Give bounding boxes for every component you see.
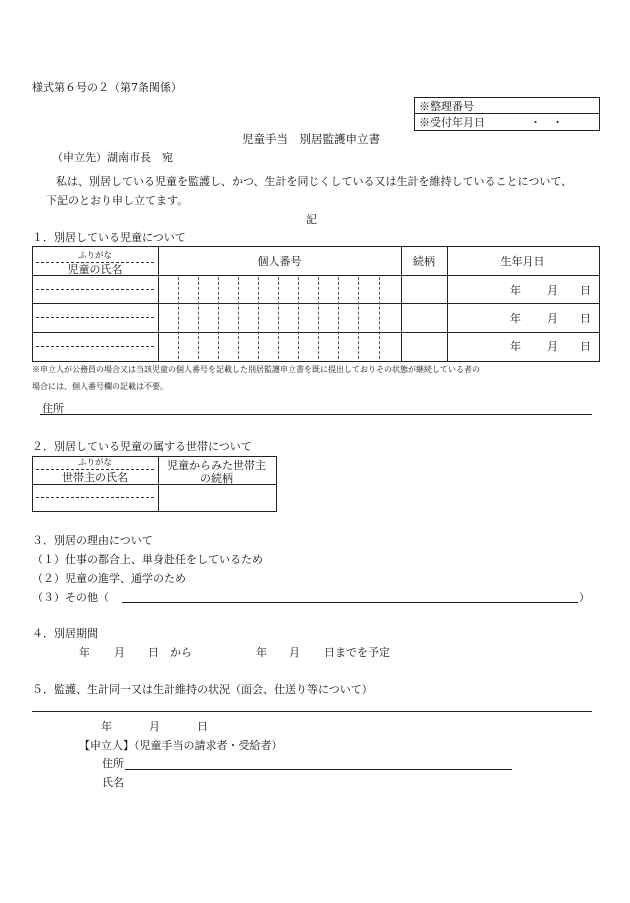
kojin-bango-header: 個人番号 xyxy=(257,255,302,268)
birth-day: 日 xyxy=(580,312,591,325)
digit-divider xyxy=(358,277,359,359)
birth-month: 月 xyxy=(547,312,558,325)
note-line-2: 場合には、個人番号欄の記載は不要。 xyxy=(32,382,168,391)
householder-name-header: 世帯主の氏名 xyxy=(62,471,128,484)
digit-divider xyxy=(278,277,279,359)
section1-heading: １．別居している児童について xyxy=(32,231,186,244)
digit-divider xyxy=(338,277,339,359)
birth-year: 年 xyxy=(510,284,521,297)
section2-heading: ２．別居している児童の属する世帯について xyxy=(32,440,252,453)
period-start-year: 年 xyxy=(79,646,90,659)
birth-month: 月 xyxy=(547,340,558,353)
digit-divider xyxy=(379,277,380,359)
applicant-label: 【申立人】（児童手当の請求者・受給者） xyxy=(79,739,283,752)
digit-divider xyxy=(198,277,199,359)
reason-1: （１）仕事の都合上、単身赴任をしているため xyxy=(32,553,263,566)
period-end-year: 年 xyxy=(256,646,267,659)
digit-divider xyxy=(258,277,259,359)
seiri-bango-label: ※整理番号 xyxy=(419,100,474,113)
section5-heading: ５．監護、生計同一又は生計維持の状況（面会、仕送り等について） xyxy=(32,683,373,696)
household-furigana-header: ふりがな xyxy=(77,458,112,468)
birthdate-header: 生年月日 xyxy=(500,255,545,268)
child-address-label: 住所 xyxy=(42,402,64,415)
household-furigana-rule xyxy=(36,497,154,498)
addressee: （申立先）湖南市長 宛 xyxy=(52,151,173,164)
birth-year: 年 xyxy=(510,340,521,353)
row-furigana-rule xyxy=(36,346,154,347)
period-end-month: 月 xyxy=(289,646,300,659)
form-number: 様式第６号の２（第7条関係） xyxy=(32,81,182,94)
children-furigana-header: ふりがな xyxy=(77,251,112,261)
sign-year: 年 xyxy=(101,720,112,733)
applicant-address-label: 住所 xyxy=(102,757,124,770)
digit-divider xyxy=(298,277,299,359)
sign-month: 月 xyxy=(149,720,160,733)
children-name-header: 児童の氏名 xyxy=(67,263,123,276)
statement-line-2: 下記のとおり申し立てます。 xyxy=(46,194,189,207)
reason-3-close: ） xyxy=(579,591,590,604)
children-row-rule xyxy=(32,303,599,304)
relation-header-1: 児童からみた世帯主 xyxy=(167,459,266,472)
digit-divider xyxy=(318,277,319,359)
period-start-day: 日 から xyxy=(148,646,192,659)
birth-day: 日 xyxy=(580,340,591,353)
period-start-month: 月 xyxy=(114,646,125,659)
statement-line-1: 私は、別居している児童を監護し、かつ、生計を同じくしている又は生計を維持していることについて、 xyxy=(56,175,573,188)
birth-month: 月 xyxy=(547,284,558,297)
household-row-rule xyxy=(32,484,276,485)
reason-2: （２）児童の進学、通学のため xyxy=(32,572,186,585)
zokugara-header: 続柄 xyxy=(413,255,435,268)
ki-mark: 記 xyxy=(306,213,317,226)
birth-year: 年 xyxy=(510,312,521,325)
office-box-divider xyxy=(414,113,599,114)
document-title: 児童手当 別居監護申立書 xyxy=(242,132,380,146)
digit-divider xyxy=(218,277,219,359)
birth-day: 日 xyxy=(580,284,591,297)
applicant-address-line xyxy=(125,769,512,770)
relation-header-2: の続柄 xyxy=(200,472,233,485)
period-end-day: 日までを予定 xyxy=(324,646,390,659)
section5-line xyxy=(32,711,592,712)
note-line-1: ※申立人が公務員の場合又は当該児童の個人番号を記載した別居監護申立書を既に提出しておりその状態が継続している者の xyxy=(32,365,480,374)
uketsuke-date-dots: ・ ・ xyxy=(530,116,563,129)
section3-heading: ３．別居の理由について xyxy=(32,534,153,547)
digit-divider xyxy=(178,277,179,359)
section4-heading: ４．別居期間 xyxy=(32,627,98,640)
children-row-rule xyxy=(32,332,599,333)
uketsuke-label: ※受付年月日 xyxy=(419,116,485,129)
digit-divider xyxy=(238,277,239,359)
sign-day: 日 xyxy=(197,720,208,733)
reason-3: （３）その他（ xyxy=(32,591,109,604)
applicant-name-label: 氏名 xyxy=(102,776,124,789)
row-furigana-rule xyxy=(36,317,154,318)
household-furigana-rule xyxy=(36,469,154,470)
row-furigana-rule xyxy=(36,289,154,290)
child-address-line xyxy=(40,414,592,415)
reason-other-line xyxy=(122,602,578,603)
